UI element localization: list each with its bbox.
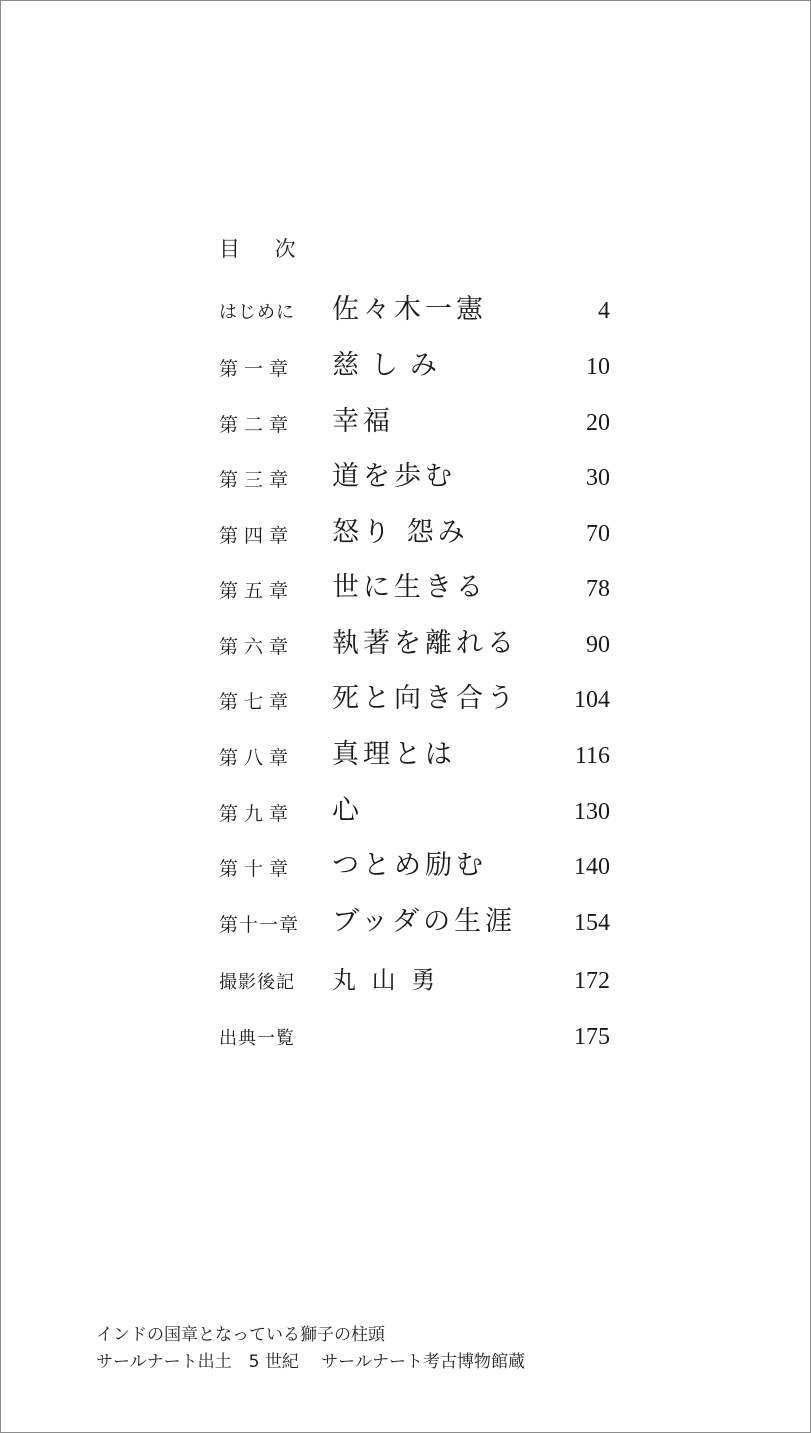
toc-entry-label: 第七章: [219, 691, 295, 713]
toc-entry-chapter-7: [1, 678, 810, 718]
toc-entry-chapter-3: [1, 456, 810, 496]
toc-entry-title: つとめ励む: [332, 850, 487, 881]
toc-entry-label: 第十章: [219, 858, 295, 880]
toc-entry-page: 90: [586, 632, 610, 658]
toc-entry-chapter-8: [1, 734, 810, 774]
toc-entry-label: 第六章: [219, 636, 295, 658]
toc-entry-label: 第五章: [219, 580, 295, 602]
toc-entry-page: 78: [586, 576, 610, 602]
toc-entry-page: 140: [574, 854, 610, 880]
toc-entry-chapter-11: [1, 901, 810, 941]
caption-line-1: インドの国章となっている獅子の柱頭: [96, 1325, 385, 1345]
toc-entry-label: 第十一章: [219, 914, 300, 936]
toc-entry-page: 172: [574, 968, 610, 994]
toc-entry-chapter-5: [1, 567, 810, 607]
toc-entry-page: 70: [586, 521, 610, 547]
toc-entry-introduction: [1, 289, 810, 329]
toc-entry-page: 30: [586, 465, 610, 491]
toc-entry-label: 第九章: [219, 803, 295, 825]
toc-entry-chapter-6: [1, 623, 810, 663]
toc-entry-page: 20: [586, 410, 610, 436]
image-caption: [96, 1322, 525, 1376]
toc-entry-page: 116: [574, 743, 610, 769]
toc-entry-chapter-9: [1, 790, 810, 830]
toc-heading: 目 次: [219, 237, 310, 261]
toc-entry-sources: [1, 1015, 810, 1055]
toc-entry-chapter-4: [1, 512, 810, 552]
toc-entry-page: 175: [574, 1024, 610, 1050]
toc-entry-page: 130: [574, 799, 610, 825]
toc-entry-label: 第二章: [219, 414, 295, 436]
toc-entry-photo-afterword: [1, 959, 810, 999]
toc-entry-title: 真理とは: [332, 739, 456, 770]
toc-entry-title: 佐々木一憲: [332, 294, 487, 325]
toc-entry-title: 道を歩む: [332, 461, 456, 492]
toc-entry-chapter-1: [1, 345, 810, 385]
toc-entry-title: 怒り 怨み: [332, 517, 469, 548]
toc-entry-title: 慈しみ: [332, 350, 449, 381]
toc-entry-label: 撮影後記: [219, 972, 295, 993]
toc-entry-title: 執著を離れる: [332, 628, 518, 659]
toc-entry-page: 104: [574, 687, 610, 713]
toc-entry-title: 心: [332, 795, 363, 826]
toc-entry-title: 死と向き合う: [332, 683, 518, 714]
toc-entry-title: 世に生きる: [332, 572, 487, 603]
caption-line-2: サールナート出土 5 世紀 サールナート考古博物館蔵: [96, 1352, 525, 1372]
toc-entry-label: 第三章: [219, 469, 295, 491]
toc-entry-page: 4: [598, 298, 610, 324]
toc-entry-page: 154: [574, 910, 610, 936]
toc-entry-page: 10: [586, 354, 610, 380]
toc-entry-label: 第四章: [219, 525, 295, 547]
toc-entry-label: はじめに: [219, 302, 295, 323]
toc-entry-label: 出典一覧: [219, 1028, 295, 1049]
toc-entry-title: ブッダの生涯: [332, 906, 517, 937]
toc-entry-label: 第八章: [219, 747, 295, 769]
toc-entry-title: 幸福: [332, 406, 394, 437]
toc-entry-chapter-2: [1, 401, 810, 441]
toc-entry-chapter-10: [1, 845, 810, 885]
toc-entry-title: 丸 山 勇: [332, 966, 440, 994]
toc-entry-label: 第一章: [219, 358, 295, 380]
